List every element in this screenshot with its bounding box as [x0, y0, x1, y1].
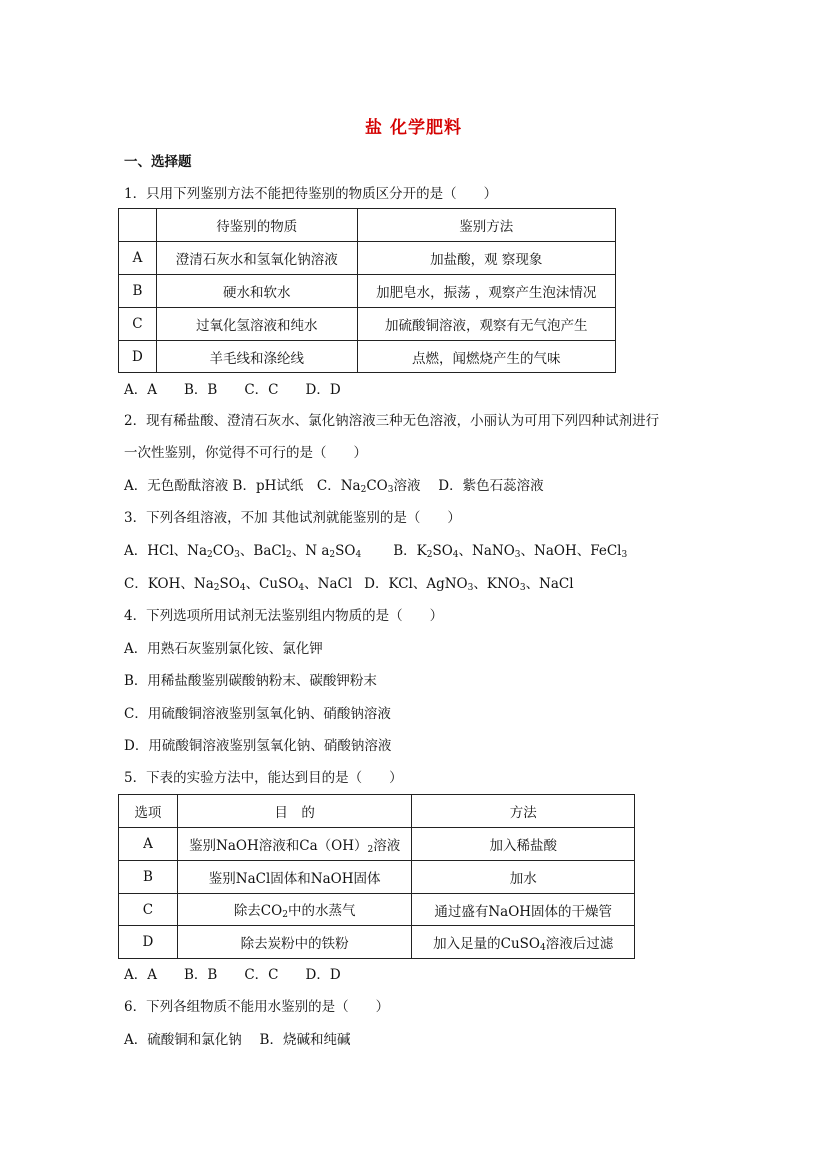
- question-3-options-ab: [124, 541, 627, 565]
- table-cell: B: [119, 861, 178, 894]
- question-4-option-c: C．用硫酸铜溶液鉴别氢氧化钠、硝酸钠溶液: [124, 706, 391, 722]
- question-3-stem: 3．下列各组溶液，不加 其他试剂就能鉴别的是（ ）: [124, 510, 461, 526]
- subscript: 4: [452, 550, 459, 560]
- table-cell: 加盐酸，观 察现象: [357, 242, 615, 275]
- table-header-cell: 选项: [119, 795, 178, 828]
- text-segment: B．K: [393, 543, 427, 559]
- subscript: 3: [234, 550, 240, 560]
- table-cell: 硬水和软水: [156, 275, 357, 308]
- table-header-cell: 目 的: [177, 795, 412, 828]
- subscript: 2: [426, 550, 433, 560]
- subscript: 3: [621, 550, 628, 560]
- table-cell: C: [119, 894, 178, 926]
- text-segment: 鉴别NaOH溶液和Ca（OH）: [189, 837, 368, 854]
- text-segment: 、BaCl: [239, 543, 287, 559]
- table-header-row: [119, 795, 635, 828]
- text-segment: 、N a: [291, 543, 330, 559]
- table-cell: [177, 894, 412, 926]
- table-cell: 羊毛线和涤纶线: [156, 341, 357, 373]
- question-2-options: [124, 476, 544, 500]
- table-header-cell: 鉴别方法: [357, 209, 615, 242]
- text-segment: 、NaCl: [525, 576, 574, 592]
- text-segment: A．无色酚酞溶液 B．pH试纸 C．Na: [124, 478, 361, 494]
- subscript: 4: [298, 583, 305, 593]
- table-cell: [412, 926, 635, 959]
- question-5-options: A．A B．B C．C D．D: [124, 967, 341, 983]
- subscript: 2: [360, 485, 367, 495]
- subscript: 2: [286, 550, 292, 560]
- text-segment: 溶液后过滤: [545, 935, 614, 952]
- section-heading: 一、选择题: [124, 154, 192, 170]
- table-row: [119, 926, 635, 959]
- text-segment: 、NaNO: [458, 543, 515, 559]
- table-cell: D: [119, 926, 178, 959]
- table-header-cell: 待鉴别的物质: [156, 209, 357, 242]
- text-segment: 溶液 D．紫色石蕊溶液: [393, 478, 544, 494]
- text-segment: 溶液: [373, 837, 401, 854]
- question-1-stem: 1．只用下列鉴别方法不能把待鉴别的物质区分开的是（ ）: [124, 186, 498, 202]
- table-cell: 除去炭粉中的铁粉: [177, 926, 412, 959]
- table-cell: 通过盛有NaOH固体的干燥管: [412, 894, 635, 926]
- subscript: 4: [540, 942, 546, 953]
- subscript: 2: [282, 910, 288, 920]
- table-cell: 澄清石灰水和氢氧化钠溶液: [156, 242, 357, 275]
- table-cell: 过氧化氢溶液和纯水: [156, 308, 357, 341]
- text-segment: 中的水蒸气: [287, 903, 356, 919]
- text-segment: 、NaOH、FeCl: [520, 543, 622, 559]
- subscript: 2: [207, 550, 213, 560]
- question-4-stem: 4．下列选项所用试剂无法鉴别组内物质的是（ ）: [124, 608, 444, 624]
- table-cell: A: [119, 242, 157, 275]
- subscript: 4: [355, 550, 362, 560]
- table-row: [119, 275, 616, 308]
- text-segment: CO: [366, 478, 388, 494]
- question-4-option-d: D．用硫酸铜溶液鉴别氢氧化钠、硝酸钠溶液: [124, 738, 392, 754]
- text-segment: SO: [432, 543, 453, 559]
- table-row: [119, 242, 616, 275]
- question-6-options: A．硫酸铜和氯化钠 B．烧碱和纯碱: [124, 1032, 351, 1048]
- table-row: [119, 308, 616, 341]
- text-segment: 、KNO: [473, 576, 520, 592]
- question-2-stem-line-1: 2．现有稀盐酸、澄清石灰水、氯化钠溶液三种无色溶液，小丽认为可用下列四种试剂进行: [124, 413, 660, 429]
- text-segment: 、CuSO: [245, 576, 299, 592]
- question-2-stem-line-2: 一次性鉴别，你觉得不可行的是（ ）: [124, 445, 367, 461]
- table-cell: D: [119, 341, 157, 373]
- subscript: 3: [514, 550, 521, 560]
- subscript: 2: [213, 583, 220, 593]
- table-row: [119, 341, 616, 373]
- question-1-table: [118, 208, 616, 373]
- question-5-stem: 5．下表的实验方法中，能达到目的是（ ）: [124, 770, 403, 786]
- table-cell: 鉴别NaCl固体和NaOH固体: [177, 861, 412, 894]
- text-segment: CO: [212, 543, 235, 559]
- table-cell: B: [119, 275, 157, 308]
- question-4-option-b: B．用稀盐酸鉴别碳酸钠粉末、碳酸钾粉末: [124, 673, 377, 689]
- question-3-options-cd: [124, 574, 574, 598]
- question-4-option-a: A．用熟石灰鉴别氯化铵、氯化钾: [124, 641, 323, 657]
- subscript: 3: [387, 485, 394, 495]
- question-1-options: A．A B．B C．C D．D: [124, 382, 341, 398]
- question-6-stem: 6．下列各组物质不能用水鉴别的是（ ）: [124, 999, 390, 1015]
- table-row: [119, 828, 635, 861]
- table-row: [119, 861, 635, 894]
- text-segment: 除去CO: [233, 903, 283, 919]
- text-segment: D．KCl、AgNO: [364, 576, 468, 592]
- table-cell: 加硫酸铜溶液，观察有无气泡产生: [357, 308, 615, 341]
- table-header-row: [119, 209, 616, 242]
- text-segment: 加入足量的CuSO: [433, 935, 540, 952]
- subscript: 4: [239, 583, 246, 593]
- table-cell: 加肥皂水，振荡 ，观察产生泡沫情况: [357, 275, 615, 308]
- table-cell: A: [119, 828, 178, 861]
- table-row: [119, 894, 635, 926]
- page-title: 盐 化学肥料: [365, 118, 462, 138]
- table-cell: C: [119, 308, 157, 341]
- subscript: 3: [467, 583, 474, 593]
- question-5-table: [118, 794, 635, 959]
- text-segment: A．HCl、Na: [124, 543, 208, 559]
- subscript: 2: [329, 550, 336, 560]
- text-segment: SO: [219, 576, 240, 592]
- text-segment: 、NaCl: [304, 576, 353, 592]
- table-header-cell: [119, 209, 157, 242]
- table-header-cell: 方法: [412, 795, 635, 828]
- table-cell: 加水: [412, 861, 635, 894]
- subscript: 3: [519, 583, 526, 593]
- text-segment: SO: [335, 543, 356, 559]
- table-cell: [177, 828, 412, 861]
- table-cell: 点燃，闻燃烧产生的气味: [357, 341, 615, 373]
- text-segment: C．KOH、Na: [124, 576, 214, 592]
- table-cell: 加入稀盐酸: [412, 828, 635, 861]
- subscript: 2: [367, 844, 374, 855]
